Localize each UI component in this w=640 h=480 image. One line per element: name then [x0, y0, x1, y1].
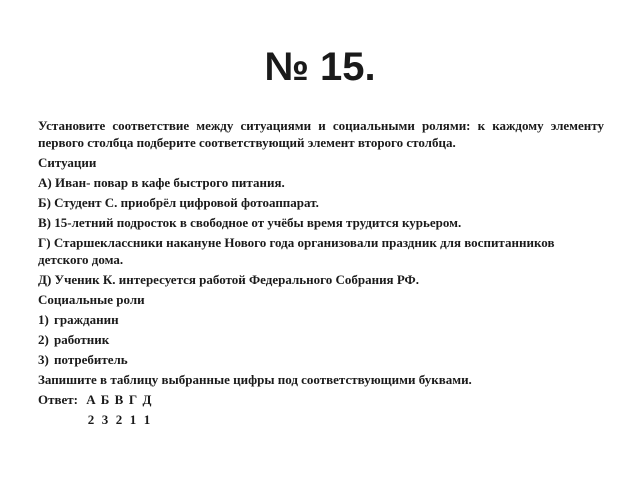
situation-v: В) 15-летний подросток в свободное от учёбы время трудится курьером.: [38, 215, 462, 230]
instruction-text: Установите соответствие между ситуациями и социальными ролями: к каждому элементу первого столбца подберите соответствующий элемент второго столбца.: [38, 118, 604, 150]
answer-letters-row: [38, 391, 604, 408]
answer-value: 1: [129, 412, 137, 427]
answer-value: 2: [87, 412, 95, 427]
role-number: 1): [38, 312, 49, 327]
answer-letter: Д: [142, 392, 152, 407]
role-label: работник: [54, 332, 110, 347]
task-text: Запишите в таблицу выбранные цифры под соответствующими буквами.: [38, 372, 472, 387]
answer-value: 2: [115, 412, 123, 427]
answer-letter: А: [86, 392, 96, 407]
answer-values-row: [38, 411, 604, 428]
answer-label: Ответ:: [38, 392, 79, 407]
roles-heading: Социальные роли: [38, 292, 145, 307]
answer-letter: В: [114, 392, 124, 407]
situations-heading: Ситуации: [38, 155, 97, 170]
situation-d: Д) Ученик К. интересуется работой Федерального Собрания РФ.: [38, 272, 419, 287]
role-item: [38, 331, 604, 348]
answer-value: 3: [101, 412, 109, 427]
role-number: 2): [38, 332, 49, 347]
role-number: 3): [38, 352, 49, 367]
situation-a: А) Иван- повар в кафе быстрого питания.: [38, 175, 285, 190]
role-item: [38, 311, 604, 328]
role-label: потребитель: [54, 352, 128, 367]
role-label: гражданин: [54, 312, 119, 327]
roles-list: [38, 311, 604, 368]
answer-letter: Б: [100, 392, 110, 407]
role-item: [38, 351, 604, 368]
page-title: № 15.: [264, 45, 376, 89]
answer-value: 1: [143, 412, 151, 427]
situation-b: Б) Студент С. приобрёл цифровой фотоаппарат.: [38, 195, 319, 210]
answer-letter: Г: [128, 392, 138, 407]
task-content: [38, 117, 604, 428]
situation-g: Г) Старшеклассники накануне Нового года организовали праздник для воспитанников детского дома.: [38, 235, 555, 267]
